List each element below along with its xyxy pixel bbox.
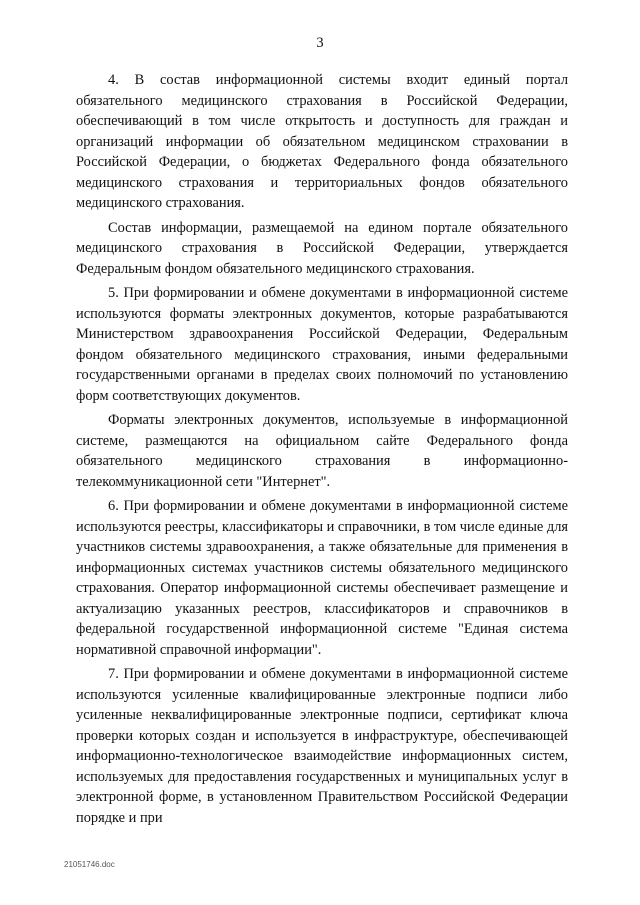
- paragraph-6: 6. При формировании и обмене документами в информационной системе используются реестры, классификаторы и справочники, в том числе единые для участников системы здравоохранения, а также обязательные для применения в информационных системах участников системы обязательного медицинского страхования. Оператор информационной системы обеспечивает размещение и актуализацию указанных реестров, классификаторов и справочников в федеральной государственной информационной системе "Единая система нормативной справочной информации".: [76, 498, 568, 658]
- paragraph-7: 7. При формировании и обмене документами в информационной системе используются усиленные квалифицированные электронные подписи либо усиленные неквалифицированные электронные подписи, сертификат ключа проверки которых создан и используется в инфраструктуре, обеспечивающей информационно-технологическое взаимодействие информационных систем, используемых для предоставления государственных и муниципальных услуг в электронной форме, в установленном Правительством Российской Федерации порядке и при: [76, 666, 568, 826]
- file-footer: 21051746.doc: [64, 860, 115, 869]
- paragraph-4-continued: Состав информации, размещаемой на едином портале обязательного медицинского страхования в Российской Федерации, утверждается Федеральным фондом обязательного медицинского страхования.: [76, 219, 568, 277]
- paragraph-4: 4. В состав информационной системы входит единый портал обязательного медицинского страхования в Российской Федерации, обеспечивающий в том числе открытость и доступность для граждан и организаций информации об обязательном медицинском страховании в Российской Федерации, о бюджетах Федерального фонда обязательного медицинского страхования и территориальных фондов обязательного медицинского страхования.: [76, 72, 568, 211]
- paragraph-5-continued: Форматы электронных документов, используемые в информационной системе, размещаются на официальном сайте Федерального фонда обязательного медицинского страхования в информационно-телекоммуникационной сети "Интернет".: [76, 412, 568, 490]
- page-number: 3: [316, 35, 324, 51]
- paragraph-5: 5. При формировании и обмене документами в информационной системе используются форматы электронных документов, которые разрабатываются Министерством здравоохранения Российской Федерации, Федеральным фондом обязательного медицинского страхования, иными федеральными государственными органами в пределах своих полномочий по установлению форм соответствующих документов.: [76, 285, 568, 404]
- document-body: [76, 70, 568, 832]
